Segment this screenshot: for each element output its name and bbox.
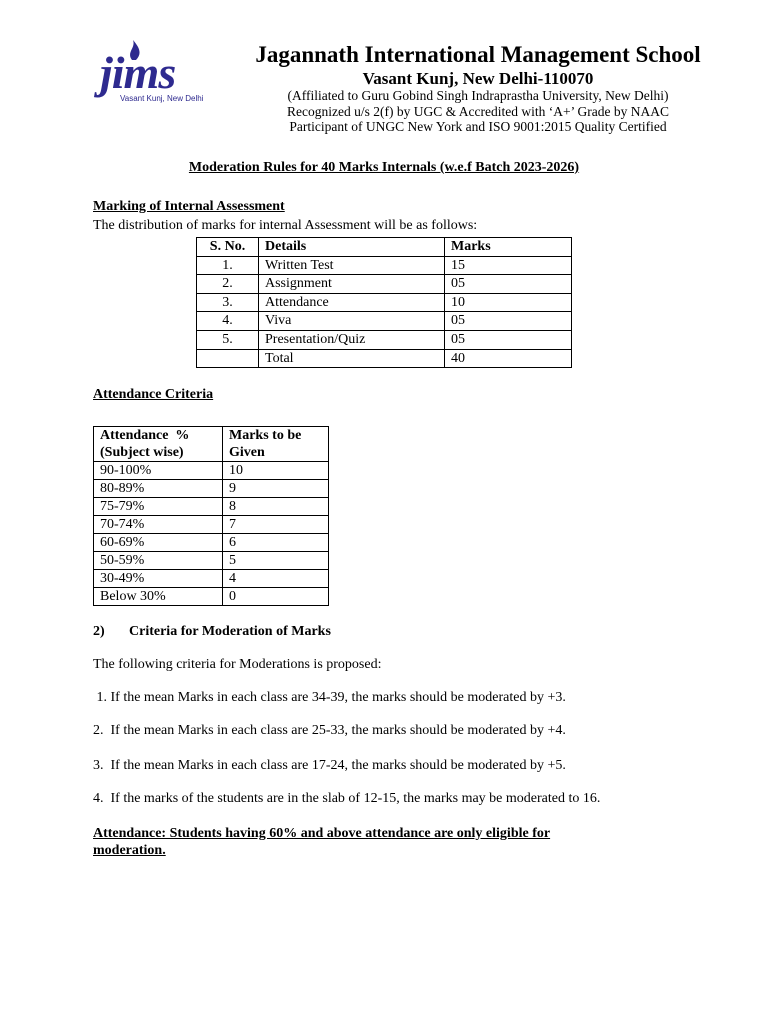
table-cell: 30-49% xyxy=(94,570,223,588)
table-cell: Attendance xyxy=(259,293,445,312)
column-header xyxy=(223,427,329,462)
table-cell: 10 xyxy=(445,293,572,312)
table-cell: 75-79% xyxy=(94,498,223,516)
attendance-eligibility-note: Attendance: Students having 60% and above attendance are only eligible for moderation. xyxy=(93,826,551,858)
table-cell: 40 xyxy=(445,349,572,368)
column-header-line: Marks to be xyxy=(229,428,302,443)
table-row xyxy=(197,275,572,294)
table-cell: 4 xyxy=(223,570,329,588)
table-cell: 2. xyxy=(197,275,259,294)
table-cell: Viva xyxy=(259,312,445,331)
table-cell: Written Test xyxy=(259,256,445,275)
table-cell: 7 xyxy=(223,516,329,534)
logo-wordmark: jims xyxy=(100,47,176,98)
column-header-line: Given xyxy=(229,445,265,460)
table-row xyxy=(94,570,329,588)
table-cell: Presentation/Quiz xyxy=(259,330,445,349)
table-cell: 8 xyxy=(223,498,329,516)
internal-assessment-heading: Marking of Internal Assessment xyxy=(93,199,285,214)
table-cell: 70-74% xyxy=(94,516,223,534)
table-cell: 0 xyxy=(223,588,329,606)
table-header-row xyxy=(197,238,572,257)
table-row xyxy=(94,498,329,516)
column-header: Details xyxy=(259,238,445,257)
moderation-rule: 1. If the mean Marks in each class are 34-39, the marks should be moderated by +3. xyxy=(93,690,566,705)
logo-tagline: Vasant Kunj, New Delhi xyxy=(120,94,204,103)
table-row xyxy=(197,330,572,349)
document-title: Moderation Rules for 40 Marks Internals (w.e.f Batch 2023-2026) xyxy=(188,160,580,175)
table-cell: 80-89% xyxy=(94,480,223,498)
table-cell: 9 xyxy=(223,480,329,498)
recognition-line: Recognized u/s 2(f) by UGC & Accredited with ‘A+’ Grade by NAAC xyxy=(287,104,669,119)
table-row xyxy=(94,534,329,552)
section-title: Criteria for Moderation of Marks xyxy=(129,624,331,639)
table-cell: 60-69% xyxy=(94,534,223,552)
affiliation-line: (Affiliated to Guru Gobind Singh Indraprastha University, New Delhi) xyxy=(287,88,669,103)
institution-address: Vasant Kunj, New Delhi-110070 xyxy=(362,69,594,88)
table-cell: 90-100% xyxy=(94,462,223,480)
table-cell: Total xyxy=(259,349,445,368)
moderation-rule: 4. If the marks of the students are in the slab of 12-15, the marks may be moderated to 16. xyxy=(93,791,601,806)
table-cell: 05 xyxy=(445,312,572,331)
attendance-criteria-heading: Attendance Criteria xyxy=(93,387,214,402)
table-cell: Below 30% xyxy=(94,588,223,606)
column-header: Marks xyxy=(445,238,572,257)
institution-name: Jagannath International Management School xyxy=(255,42,701,67)
table-cell: 3. xyxy=(197,293,259,312)
table-row xyxy=(94,516,329,534)
attendance-criteria-table xyxy=(93,426,329,606)
section-number: 2) xyxy=(93,624,105,639)
table-cell xyxy=(197,349,259,368)
table-row xyxy=(94,480,329,498)
table-cell: 10 xyxy=(223,462,329,480)
table-cell: 5 xyxy=(223,552,329,570)
table-cell: Assignment xyxy=(259,275,445,294)
moderation-heading xyxy=(93,624,331,640)
internal-assessment-intro: The distribution of marks for internal Assessment will be as follows: xyxy=(93,218,478,233)
table-row xyxy=(94,552,329,570)
table-row xyxy=(197,256,572,275)
table-cell: 6 xyxy=(223,534,329,552)
table-cell: 05 xyxy=(445,275,572,294)
table-header-row xyxy=(94,427,329,462)
table-cell: 50-59% xyxy=(94,552,223,570)
column-header xyxy=(94,427,223,462)
table-cell: 15 xyxy=(445,256,572,275)
moderation-rule: 2. If the mean Marks in each class are 25-33, the marks should be moderated by +4. xyxy=(93,723,566,738)
moderation-intro: The following criteria for Moderations is proposed: xyxy=(93,657,382,672)
table-row xyxy=(197,293,572,312)
table-cell: 05 xyxy=(445,330,572,349)
column-header-line: (Subject wise) xyxy=(100,445,184,460)
table-row xyxy=(94,588,329,606)
moderation-rule: 3. If the mean Marks in each class are 17-24, the marks should be moderated by +5. xyxy=(93,758,566,773)
column-header: S. No. xyxy=(197,238,259,257)
table-cell: 4. xyxy=(197,312,259,331)
marks-distribution-table xyxy=(196,237,572,368)
table-cell: 1. xyxy=(197,256,259,275)
table-row xyxy=(94,462,329,480)
table-total-row xyxy=(197,349,572,368)
table-cell: 5. xyxy=(197,330,259,349)
table-row xyxy=(197,312,572,331)
jims-logo xyxy=(100,40,212,112)
certification-line: Participant of UNGC New York and ISO 9001:2015 Quality Certified xyxy=(289,119,667,134)
column-header-line: Attendance % xyxy=(100,428,190,443)
